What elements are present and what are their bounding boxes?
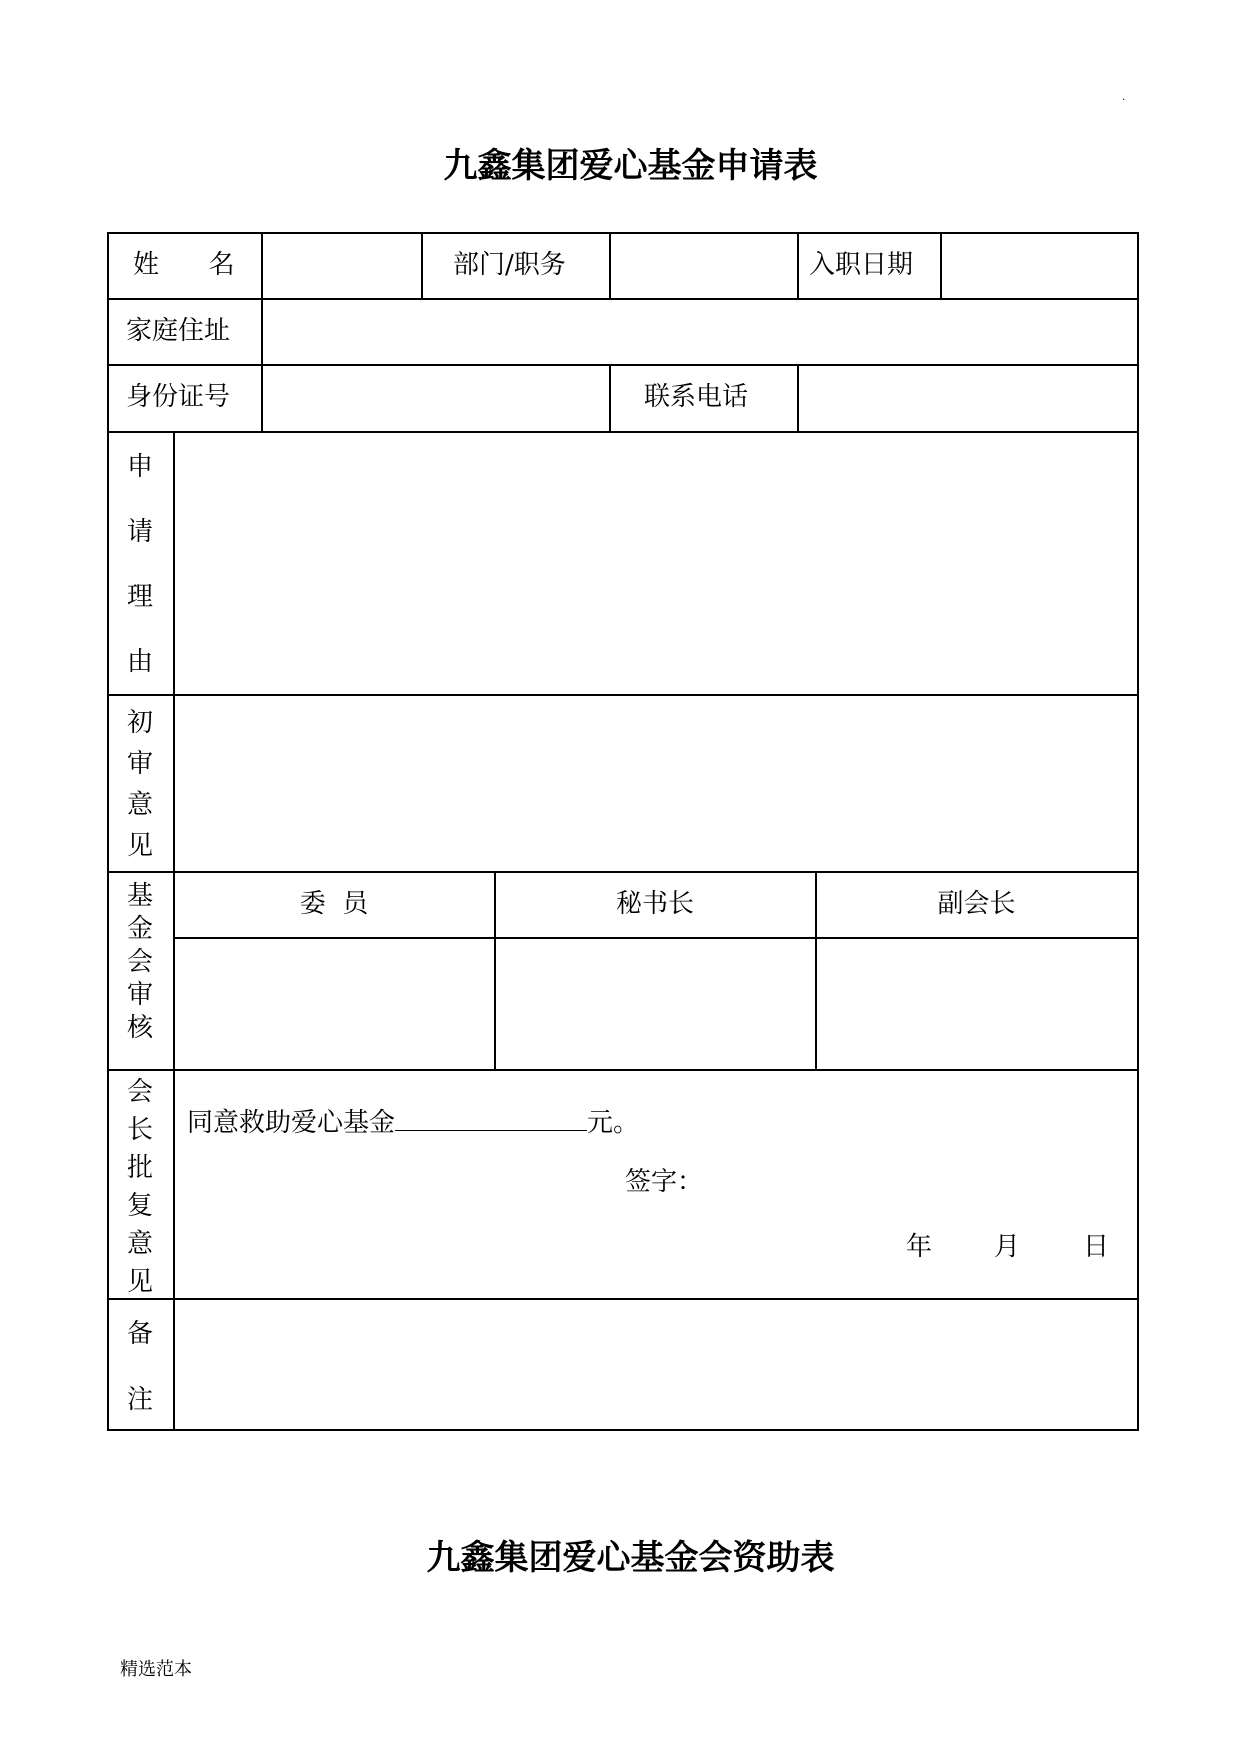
foundation-review-label-char: 金 (126, 914, 153, 944)
table-col-line (609, 364, 611, 431)
table-row-line (107, 871, 1138, 873)
reason-label-char: 请 (126, 517, 153, 547)
approval-sentence (187, 1104, 639, 1138)
date-year: 年 (906, 1232, 933, 1262)
approval-text-after: 元。 (587, 1108, 640, 1138)
remarks-label-char: 注 (126, 1385, 153, 1415)
initial-review-label-char: 意 (126, 790, 153, 820)
initial-review-field[interactable] (176, 696, 1135, 869)
remarks-label (108, 1313, 172, 1419)
label-col-line (173, 431, 175, 1429)
vice-president-signature-field[interactable] (818, 939, 1135, 1067)
corner-dot-mark: · (1122, 95, 1126, 106)
president-label-char: 见 (126, 1267, 153, 1297)
vice-president-header: 副会长 (937, 889, 1016, 919)
dept-field[interactable] (611, 234, 795, 296)
date-day: 日 (1083, 1232, 1110, 1262)
foundation-review-label (108, 880, 172, 1045)
form-title: 九鑫集团爱心基金申请表 (443, 146, 818, 186)
address-field[interactable] (263, 300, 1135, 362)
member-header: 委 员 (299, 889, 369, 919)
president-approval-label (108, 1073, 172, 1301)
phone-field[interactable] (799, 366, 1135, 429)
reason-label-char: 理 (126, 582, 153, 612)
table-border-bottom (107, 1429, 1138, 1431)
initial-review-label-char: 见 (126, 831, 153, 861)
reason-field[interactable] (176, 433, 1135, 692)
initial-review-label (108, 703, 172, 867)
table-col-line (797, 232, 799, 298)
foundation-review-label-char: 审 (126, 980, 153, 1010)
address-label: 家庭住址 (126, 316, 231, 346)
amount-blank[interactable] (395, 1104, 587, 1131)
dept-label: 部门/职务 (453, 250, 566, 280)
president-label-char: 长 (126, 1115, 153, 1145)
foundation-review-label-char: 基 (126, 881, 153, 911)
secretary-signature-field[interactable] (497, 939, 813, 1067)
president-label-char: 意 (126, 1229, 153, 1259)
foundation-review-label-char: 核 (126, 1013, 153, 1043)
hire-date-field[interactable] (942, 234, 1136, 296)
hire-date-label: 入职日期 (809, 250, 914, 280)
foundation-review-label-char: 会 (126, 947, 153, 977)
signature-label: 签字： (625, 1167, 704, 1197)
id-number-field[interactable] (263, 366, 607, 429)
phone-label: 联系电话 (644, 382, 749, 412)
table-row-line (107, 1069, 1138, 1071)
date-month: 月 (994, 1232, 1021, 1262)
id-number-label: 身份证号 (126, 382, 231, 412)
president-label-char: 复 (126, 1191, 153, 1221)
remarks-label-char: 备 (126, 1319, 153, 1349)
member-signature-field[interactable] (176, 939, 492, 1067)
initial-review-label-char: 初 (126, 708, 153, 738)
president-label-char: 批 (126, 1153, 153, 1183)
name-field[interactable] (263, 234, 419, 296)
reason-label (108, 446, 172, 706)
footer-text: 精选范本 (120, 1659, 192, 1680)
president-label-char: 会 (126, 1077, 153, 1107)
approval-text-before: 同意救助爱心基金 (187, 1108, 396, 1138)
name-label: 姓 名 (133, 250, 235, 280)
second-form-title: 九鑫集团爱心基金会资助表 (426, 1538, 835, 1578)
reason-label-char: 由 (126, 647, 153, 677)
remarks-field[interactable] (176, 1300, 1135, 1427)
table-col-line (421, 232, 423, 298)
reason-label-char: 申 (126, 452, 153, 482)
secretary-header: 秘书长 (615, 889, 694, 919)
initial-review-label-char: 审 (126, 749, 153, 779)
table-border-right (1137, 232, 1139, 1431)
